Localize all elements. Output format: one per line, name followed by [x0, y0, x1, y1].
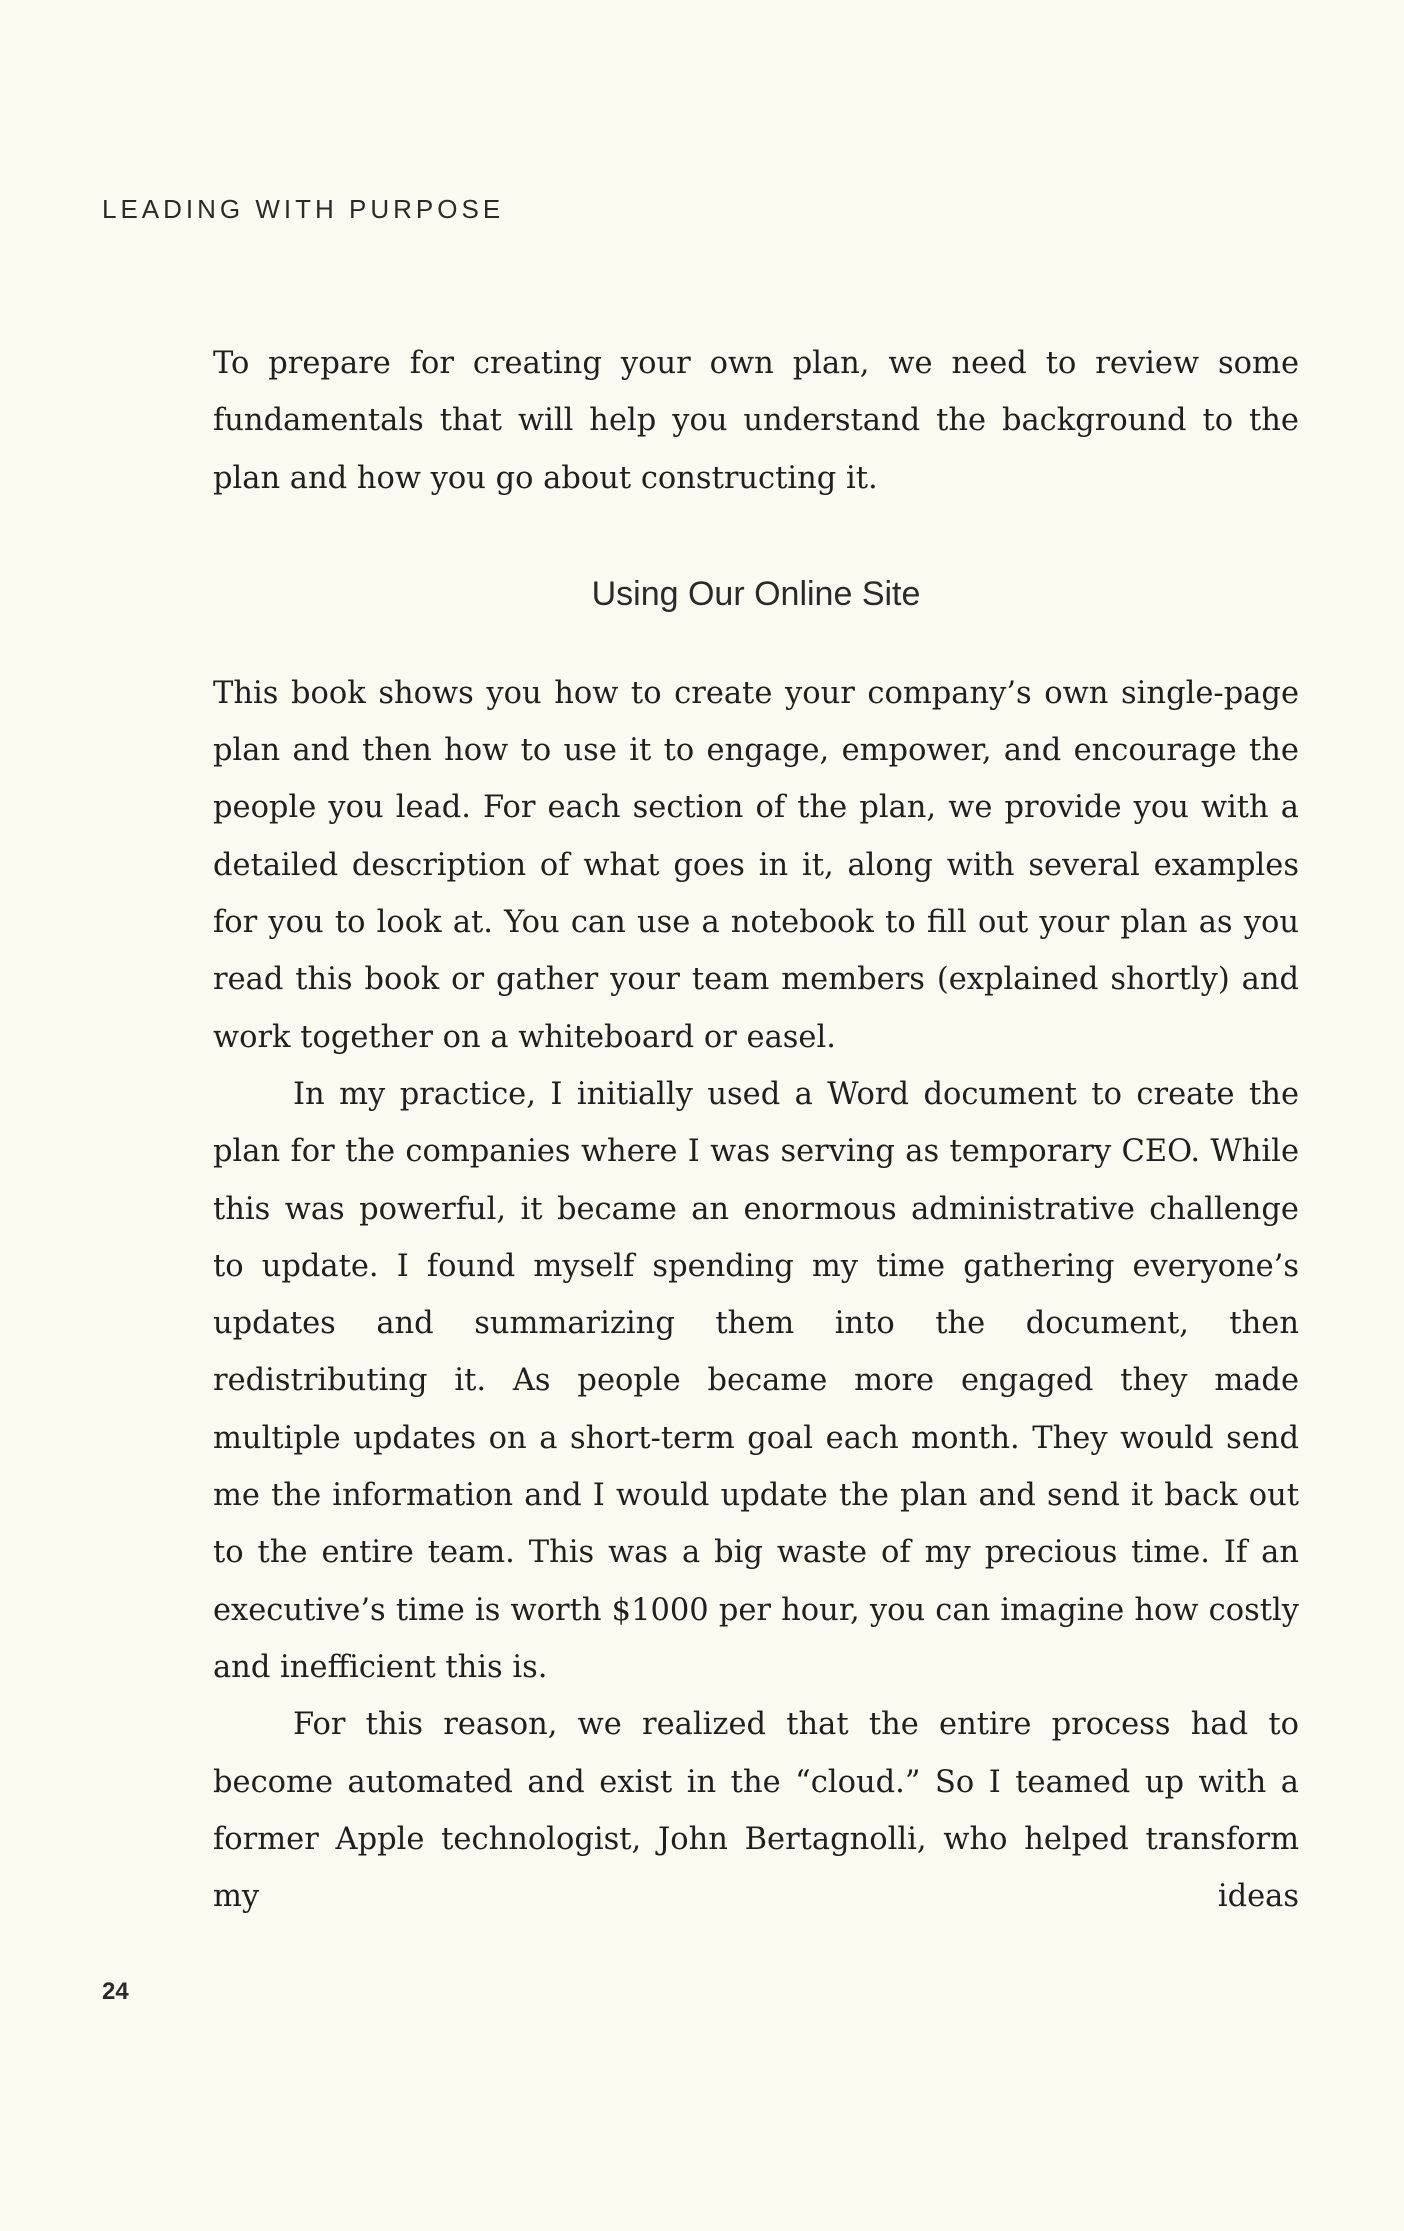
page-number: 24 [102, 1978, 129, 2005]
section-heading: Using Our Online Site [591, 574, 921, 613]
intro-paragraph: To prepare for creating your own plan, we need to review some fundamentals that will help you understand the background to the plan and how you go about constructing it. [213, 346, 1299, 496]
page-content [213, 335, 1299, 1925]
spacer [213, 623, 1299, 665]
body-paragraph-1: This book shows you how to create your company’s own single-page plan and then how to use it to engage, empower, and encourage the people you lead. For each section of the plan, we provide you with a detailed description of what goes in it, along with several examples for you to look at. You can use a notebook to fill out your plan as you read this book or gather your team members (explained shortly) and work together on a whiteboard or easel. [213, 675, 1299, 1055]
spacer [213, 507, 1299, 565]
body-paragraph-2: In my practice, I initially used a Word document to create the plan for the companies where I was serving as temporary CEO. While this was powerful, it became an enormous administrative challenge to update. I found myself spending my time gathering everyone’s updates and summarizing them into the document, then redistributing it. As people became more engaged they made multiple updates on a short-term goal each month. They would send me the information and I would update the plan and send it back out to the entire team. This was a big waste of my precious time. If an executive’s time is worth $1000 per hour, you can imagine how costly and inefficient this is. [213, 1076, 1299, 1685]
running-head: LEADING WITH PURPOSE [102, 194, 505, 224]
body-paragraph-3: For this reason, we realized that the entire process had to become automated and exist in the “cloud.” So I teamed up with a former Apple technologist, John Bertagnolli, who helped transform my ideas [213, 1707, 1299, 1915]
